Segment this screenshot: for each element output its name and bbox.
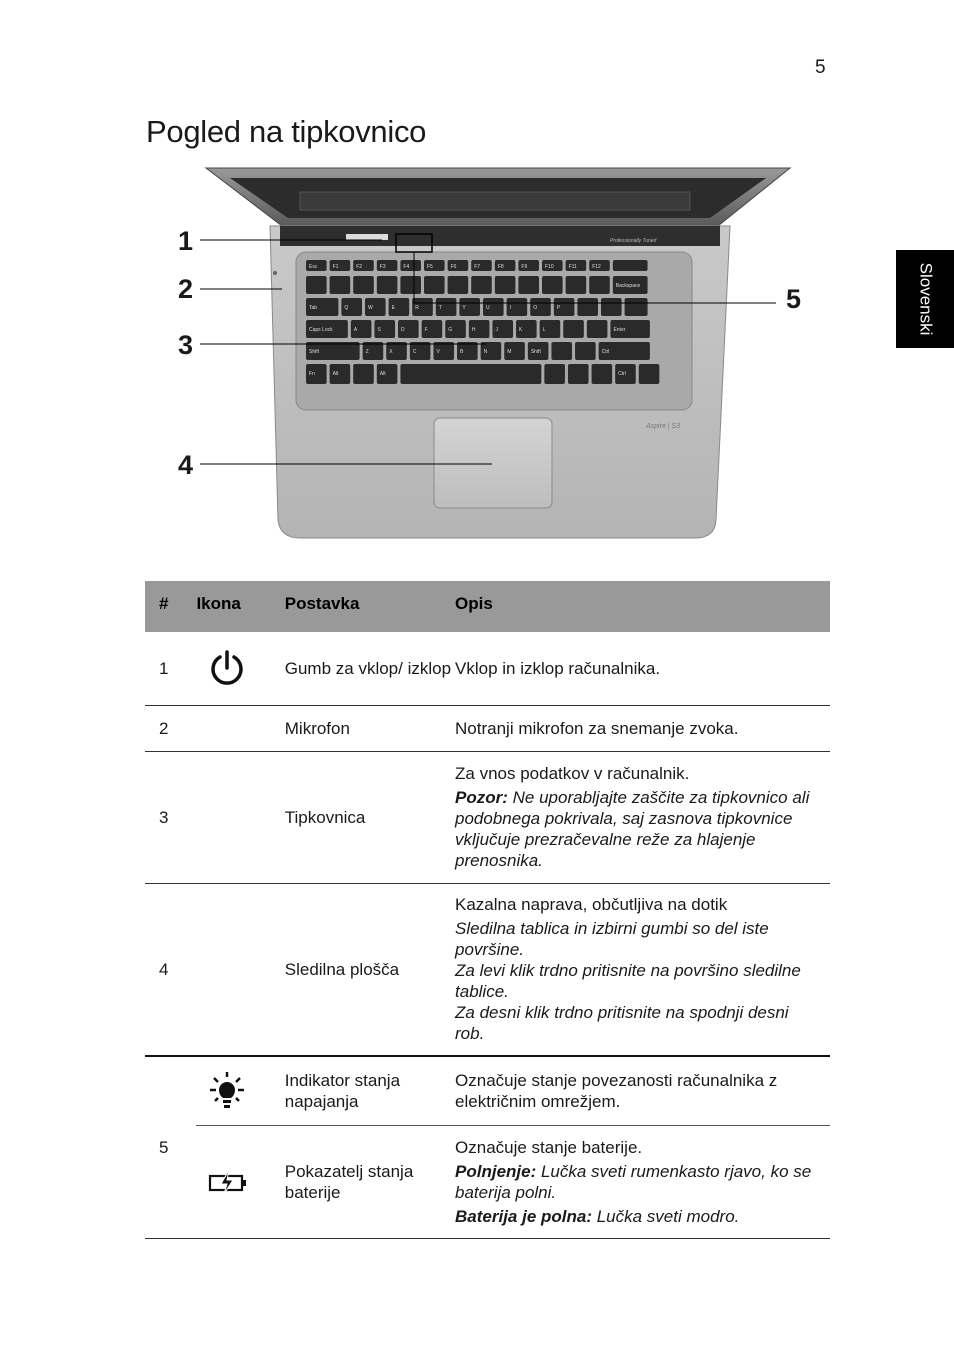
keyboard-key <box>400 364 541 384</box>
keyboard-key-label: Z <box>365 349 369 355</box>
keyboard-key <box>639 364 660 384</box>
keyboard-key-label: B <box>460 349 464 355</box>
charging-text: Lučka sveti rumenkasto rjavo, ko se baterija polni. <box>455 1161 812 1202</box>
row-item: Tipkovnica <box>285 751 455 883</box>
keyboard-key-label: Alt <box>332 371 339 377</box>
keyboard-key <box>306 276 327 294</box>
keyboard-key-label: F11 <box>568 264 577 270</box>
keyboard-key-label: T <box>438 305 442 311</box>
row-note: Sledilna tablica in izbirni gumbi so del iste površine. <box>455 919 769 960</box>
row-desc: Notranji mikrofon za snemanje zvoka. <box>455 705 830 751</box>
row-item: Sledilna plošča <box>285 883 455 1056</box>
power-icon <box>208 649 246 687</box>
keyboard-key <box>568 364 589 384</box>
keyboard-key <box>563 320 584 338</box>
row-item: Gumb za vklop/ izklop <box>285 632 455 705</box>
header-item: Postavka <box>285 581 455 632</box>
keyboard-key-label: F8 <box>497 264 504 270</box>
note-text: Ne uporabljajte zaščite za tipkovnico ali podobnega pokrivala, saj zasnova tipkovnice vključuje prezračevalne reže za hlajenje prenosnika. <box>455 788 810 870</box>
keyboard-key-label: O <box>533 305 538 311</box>
row-item: Indikator stanja napajanja <box>285 1056 455 1125</box>
keyboard-key <box>471 276 492 294</box>
keyboard-key <box>353 276 374 294</box>
keyboard-key-label: C <box>412 349 417 355</box>
brand-label: Aspire | S3 <box>646 423 681 430</box>
row-num: 3 <box>145 751 196 883</box>
row-item: Mikrofon <box>285 705 455 751</box>
row-num: 4 <box>145 883 196 1056</box>
keyboard-key-label: D <box>401 327 405 333</box>
keyboard-key-label: Q <box>344 305 349 311</box>
language-tab <box>896 250 954 348</box>
keyboard-key <box>551 342 572 360</box>
keyboard-key-label: S <box>377 327 381 333</box>
keyboard-key <box>587 320 608 338</box>
keyboard-key-label: Alt <box>379 371 386 377</box>
row-desc: Označuje stanje baterije. <box>455 1137 643 1157</box>
keyboard-key-label: M <box>507 349 512 355</box>
keyboard-key-label: Shift <box>530 349 541 355</box>
keyboard-key <box>589 276 610 294</box>
table-row <box>145 1125 830 1238</box>
keyboard-key-label: F7 <box>474 264 481 270</box>
keyboard-key <box>424 276 445 294</box>
keyboard-key <box>353 364 374 384</box>
keyboard-key <box>448 276 469 294</box>
keyboard-key-label: Ctrl <box>618 371 626 377</box>
keyboard-key-label: I <box>509 305 511 311</box>
keyboard-key-label: F <box>424 327 428 333</box>
callout-3: 3 <box>178 330 194 360</box>
keyboard-key-label: Enter <box>613 327 626 333</box>
keyboard-key-label: Caps Lock <box>309 327 333 333</box>
keyboard-key-label: Tab <box>309 305 318 311</box>
keyboard-key-label: F1 <box>332 264 339 270</box>
row-note <box>455 787 822 871</box>
callout-1: 1 <box>178 226 194 256</box>
keyboard-key <box>575 342 596 360</box>
keyboard-key-label: F6 <box>450 264 457 270</box>
keyboard-key-label: P <box>556 305 561 311</box>
row-desc: Označuje stanje povezanosti računalnika z električnim omrežjem. <box>455 1056 830 1125</box>
callout-4: 4 <box>178 450 194 480</box>
table-row <box>145 883 830 1056</box>
table-row <box>145 705 830 751</box>
keyboard-key <box>601 298 622 316</box>
table-header-row <box>145 581 830 632</box>
keyboard-key-label: Fn <box>309 371 315 377</box>
panel-label: Professionally Tuned <box>610 238 657 244</box>
row-num: 5 <box>145 1056 196 1238</box>
row-note: Za desni klik trdno pritisnite na spodnji desni rob. <box>455 1003 789 1044</box>
keyboard-key-label: Ctrl <box>601 349 610 355</box>
laptop-illustration <box>170 160 830 560</box>
table-row <box>145 1056 830 1125</box>
keyboard-key-label: F10 <box>545 264 554 270</box>
row-num: 2 <box>145 705 196 751</box>
language-tab-label: Slovenski <box>916 262 936 336</box>
row-item: Pokazatelj stanja baterije <box>285 1125 455 1238</box>
keyboard-key-label: E <box>391 305 395 311</box>
component-table <box>145 581 830 1239</box>
row-num: 1 <box>145 632 196 705</box>
row-desc: Vklop in izklop računalnika. <box>455 632 830 705</box>
keyboard-key <box>400 276 421 294</box>
row-note: Za levi klik trdno pritisnite na površino sledilne tablice. <box>455 961 801 1002</box>
laptop-keyboard-figure <box>170 160 830 560</box>
keyboard-key-label: G <box>448 327 453 333</box>
page-title: Pogled na tipkovnico <box>146 114 427 149</box>
keyboard-key <box>592 364 613 384</box>
keyboard-key-label: F4 <box>403 264 410 270</box>
row-desc: Kazalna naprava, občutljiva na dotik <box>455 895 728 915</box>
keyboard-key-label: X <box>389 349 393 355</box>
keyboard-key <box>577 298 598 316</box>
battery-indicator-icon <box>208 1169 248 1195</box>
full-text: Lučka sveti modro. <box>592 1206 740 1226</box>
note-label: Pozor: <box>455 788 508 807</box>
power-indicator-icon <box>208 1070 246 1112</box>
table-row <box>145 751 830 883</box>
keyboard-key-label: F2 <box>356 264 363 270</box>
row-note <box>455 1206 822 1227</box>
keyboard-key <box>495 276 516 294</box>
keyboard-key-label: L <box>542 327 546 333</box>
keyboard-key <box>613 260 648 271</box>
charging-label: Polnjenje: <box>455 1161 537 1181</box>
keyboard-key-label: N <box>483 349 488 355</box>
keyboard-key-label: F12 <box>592 264 601 270</box>
callout-5: 5 <box>786 284 802 314</box>
keyboard-key-label: Shift <box>309 349 320 355</box>
keyboard-key <box>330 276 351 294</box>
keyboard-key-label: Backspace <box>615 283 641 289</box>
keyboard-key <box>566 276 587 294</box>
keyboard-key <box>544 364 565 384</box>
keyboard-key-label: F9 <box>521 264 528 270</box>
keyboard-key-label: U <box>486 305 490 311</box>
keyboard-key-label: F5 <box>427 264 433 270</box>
keyboard-keys <box>306 260 659 384</box>
keyboard-key-label: W <box>368 305 373 311</box>
keyboard-key <box>625 298 648 316</box>
header-desc: Opis <box>455 581 830 632</box>
row-note <box>455 1161 822 1203</box>
page-number: 5 <box>815 57 826 78</box>
keyboard-key-label: K <box>519 327 523 333</box>
keyboard-key <box>377 276 398 294</box>
row-desc: Za vnos podatkov v računalnik. <box>455 764 690 783</box>
keyboard-key <box>542 276 563 294</box>
keyboard-key <box>518 276 539 294</box>
trackpad-shape <box>434 418 552 508</box>
header-num: # <box>145 581 196 632</box>
keyboard-key-label: R <box>415 305 419 311</box>
keyboard-key-label: A <box>353 327 358 333</box>
keyboard-key-label: V <box>436 349 440 355</box>
keyboard-key-label: J <box>495 327 498 333</box>
keyboard-key-label: F3 <box>379 264 386 270</box>
keyboard-key-label: Esc <box>309 264 318 270</box>
keyboard-key-label: Y <box>462 305 466 311</box>
table-row <box>145 632 830 705</box>
header-icon: Ikona <box>196 581 284 632</box>
callout-2: 2 <box>178 274 194 304</box>
keyboard-key-label: H <box>471 327 476 333</box>
full-label: Baterija je polna: <box>455 1206 592 1226</box>
